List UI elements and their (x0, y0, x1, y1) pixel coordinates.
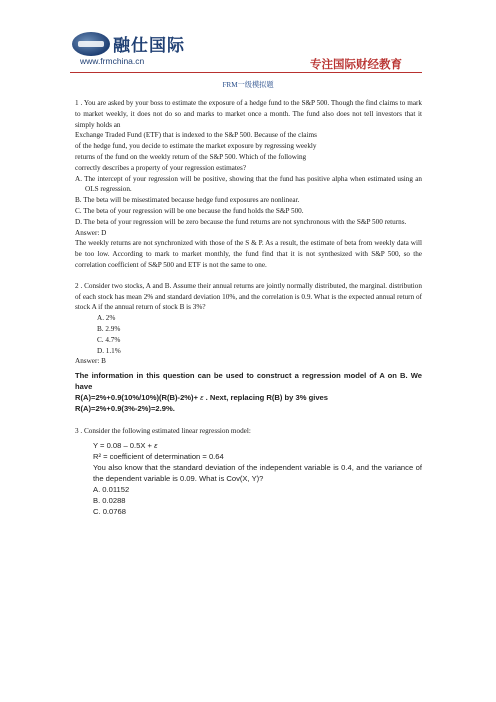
question-3-option: C. 0.0768 (93, 506, 126, 516)
question-2-explanation (75, 370, 422, 414)
page-title: FRM一级模拟题 (222, 81, 274, 89)
question-1-explanation: The weekly returns are not synchronized with those of the S & P. As a result, the estimate of beta from weekly data will be too low. According to mark to market monthly, the fund find that it is not synthesized with S&P 500, so the correlation coefficient of S&P 500 and ETF is not the same to one. (75, 239, 422, 269)
epsilon-symbol: ε (200, 393, 204, 403)
question-3-figure (93, 440, 422, 517)
header-divider (70, 72, 422, 73)
question-1-answer: Answer: D (75, 228, 107, 237)
explanation-line: R(A)=2%+0.9(3%-2%)=2.9%. (75, 404, 175, 414)
question-1-stem-line: Exchange Traded Fund (ETF) that is indexed to the S&P 500. Because of the claims (75, 131, 317, 140)
question-3 (75, 426, 422, 517)
question-2-option: B. 2.9% (97, 324, 121, 333)
question-2-option: A. 2% (97, 314, 116, 323)
question-3-option: A. 0.01152 (93, 484, 130, 494)
question-3-stem: 3 . Consider the following estimated linear regression model: (75, 427, 251, 436)
question-3-info: You also know that the standard deviation of the independent variable is 0.4, and the variance of the dependent variable is 0.09. What is Cov(X, Y)? (93, 462, 422, 483)
header-tagline: 专注国际财经教育 (310, 57, 402, 71)
brand-url: www.frmchina.cn (80, 56, 145, 66)
question-1-option: B. The beta will be misestimated because hedge fund exposures are nonlinear. (75, 196, 300, 205)
question-1-stem-line: correctly describes a property of your regression estimates? (75, 163, 247, 172)
question-1-stem-line: returns of the fund on the weekly return of the S&P 500. Which of the following (75, 152, 307, 161)
question-2-option: D. 1.1% (97, 346, 121, 355)
document-body (75, 98, 422, 519)
question-1-stem-line: 1 . You are asked by your boss to estimate the exposure of a hedge fund to the S&P 500. Though the find claims to mark to market weekly, it does not do so and marks to market once a month. The fund also does not tell investors that it simply holds an (75, 99, 422, 129)
question-3-option: B. 0.0288 (93, 495, 126, 505)
page-header (0, 0, 496, 78)
question-2-stem: 2 . Consider two stocks, A and B. Assume their annual returns are jointly normally distributed, the marginal. distribution of each stock has mean 2% and standard deviation 10%, and the correlation is 0.9. What is the expected annual return of stock A if the annual return of stock B is 3%? (75, 281, 422, 312)
explanation-line: R(A)=2%+0.9(10%/10%)(R(B)-2%)+ ε . Next, replacing R(B) by 3% gives (75, 393, 328, 403)
question-1-stem-line: of the hedge fund, you decide to estimate the market exposure by regressing weekly (75, 142, 317, 151)
question-2-answer: Answer: B (75, 357, 106, 366)
epsilon-symbol: ε (154, 440, 158, 450)
question-1-option: C. The beta of your regression will be one because the fund holds the S&P 500. (75, 206, 304, 215)
explanation-line: The information in this question can be used to construct a regression model of A on B. We have (75, 371, 422, 392)
globe-logo-icon (72, 32, 110, 56)
question-2-option: C. 4.7% (97, 335, 121, 344)
question-1-option: A. The intercept of your regression will be positive, showing that the fund has positive alpha when estimated using an OLS regression. (75, 174, 422, 194)
question-1-option: D. The beta of your regression will be zero because the fund returns are not synchronous with the S&P 500 returns. (75, 217, 407, 226)
regression-model: Y = 0.08 – 0.5X + ε (93, 440, 158, 450)
brand-name: 融仕国际 (113, 36, 185, 56)
question-1 (75, 98, 422, 271)
question-2 (75, 281, 422, 414)
r-squared-line: R² = coefficient of determination = 0.64 (93, 451, 224, 461)
